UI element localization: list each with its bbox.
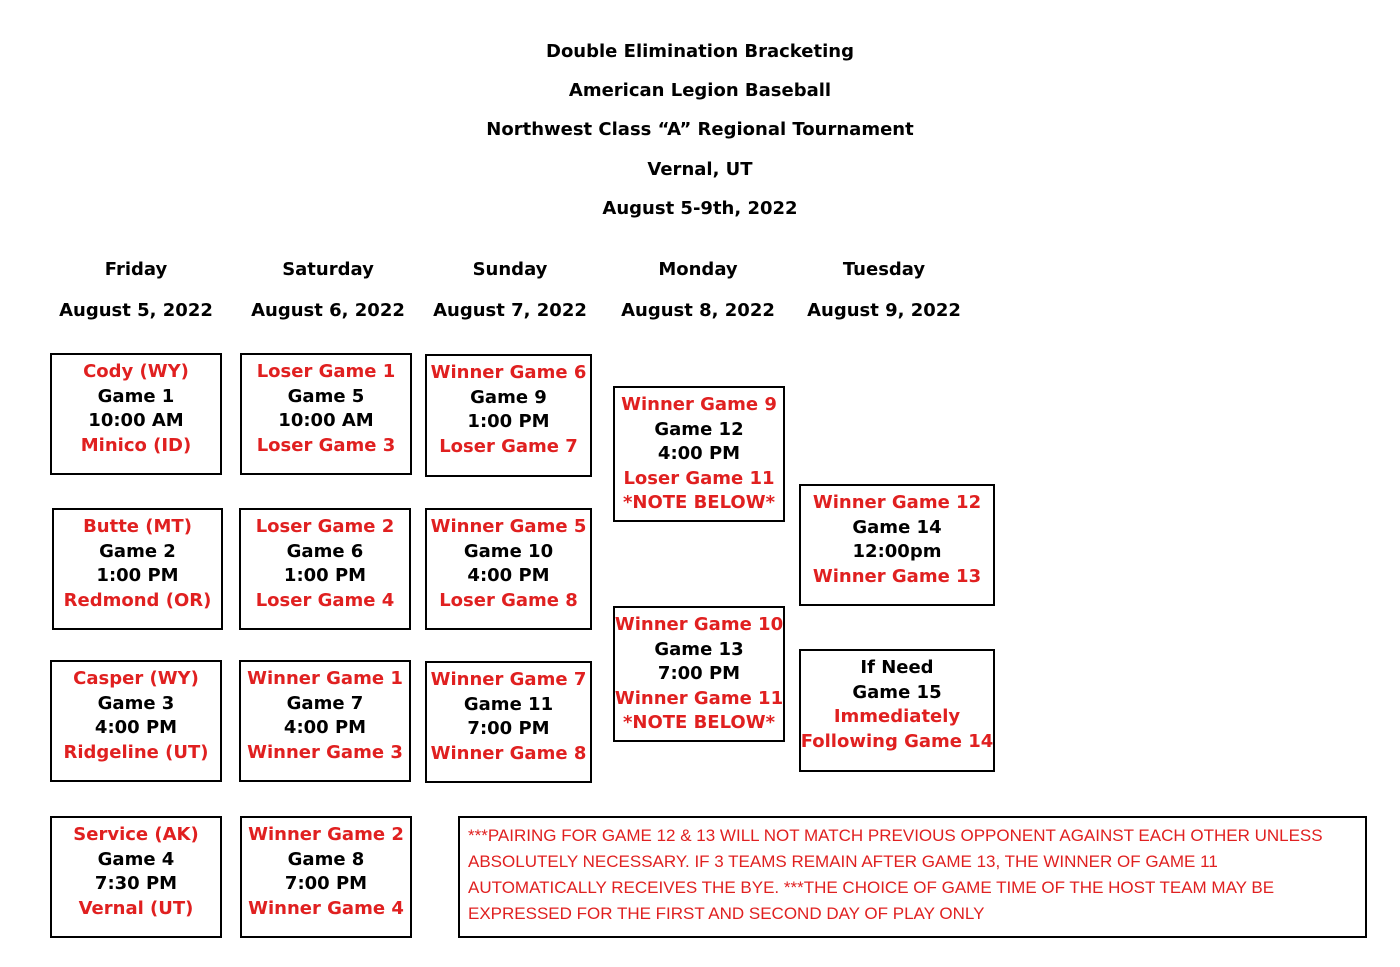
day-date-saturday: August 6, 2022 bbox=[251, 300, 405, 321]
game-box-8 bbox=[240, 816, 412, 938]
game-time: 10:00 AM bbox=[278, 410, 374, 431]
game-time: 4:00 PM bbox=[467, 565, 550, 586]
game-time: 7:00 PM bbox=[284, 873, 368, 894]
game-box-11 bbox=[425, 661, 592, 783]
day-name-sunday: Sunday bbox=[472, 259, 548, 280]
game-box-3 bbox=[50, 660, 222, 782]
league-name: American Legion Baseball bbox=[568, 80, 832, 101]
game-time: 1:00 PM bbox=[467, 411, 550, 432]
game-team-bottom: Winner Game 8 bbox=[430, 742, 587, 764]
day-name-friday: Friday bbox=[104, 259, 168, 280]
game-number: Game 14 bbox=[852, 516, 942, 538]
game-number: Game 1 bbox=[97, 385, 175, 407]
game-box-9 bbox=[425, 354, 592, 477]
game-box-6 bbox=[239, 508, 411, 630]
game-note-flag: *NOTE BELOW* bbox=[622, 712, 776, 733]
location: Vernal, UT bbox=[647, 159, 753, 180]
note-line: ABSOLUTELY NECESSARY. IF 3 TEAMS REMAIN AFTER GAME 13, THE WINNER OF GAME 11 bbox=[468, 852, 1218, 871]
game-box-15 bbox=[799, 649, 995, 772]
game-number: Game 2 bbox=[99, 540, 176, 562]
game-number: Game 11 bbox=[463, 693, 554, 715]
game-time: 4:00 PM bbox=[657, 443, 741, 464]
game-box-14 bbox=[799, 484, 995, 606]
note-line: AUTOMATICALLY RECEIVES THE BYE. ***THE CHOICE OF GAME TIME OF THE HOST TEAM MAY BE bbox=[468, 878, 1275, 897]
game-team-top: Loser Game 2 bbox=[255, 516, 395, 537]
game-number: Game 7 bbox=[286, 692, 364, 714]
note-line: ***PAIRING FOR GAME 12 & 13 WILL NOT MATCH PREVIOUS OPPONENT AGAINST EACH OTHER UNLESS bbox=[468, 826, 1323, 845]
game-team-top: Casper (WY) bbox=[73, 668, 199, 689]
game-time: 10:00 AM bbox=[88, 410, 184, 431]
day-name-saturday: Saturday bbox=[282, 259, 374, 280]
game-box-10 bbox=[425, 508, 592, 630]
game-team-top: Winner Game 7 bbox=[430, 669, 587, 690]
game-number: Game 15 bbox=[852, 681, 942, 703]
game-note-flag: *NOTE BELOW* bbox=[622, 492, 776, 513]
game-team-top: Winner Game 5 bbox=[430, 516, 587, 537]
day-name-tuesday: Tuesday bbox=[842, 259, 926, 280]
game-team-top: Loser Game 1 bbox=[256, 361, 396, 382]
game-number: Game 6 bbox=[286, 540, 364, 562]
game-team-bottom: Loser Game 4 bbox=[255, 589, 395, 611]
game-time: 4:00 PM bbox=[94, 717, 178, 738]
game-team-top: Winner Game 1 bbox=[247, 668, 403, 689]
game-team-bottom: Loser Game 11 bbox=[623, 467, 775, 489]
day-date-sunday: August 7, 2022 bbox=[433, 300, 587, 321]
game-team-bottom: Winner Game 11 bbox=[614, 687, 784, 709]
game-team-bottom: Redmond (OR) bbox=[63, 589, 212, 611]
game-team-bottom: Winner Game 4 bbox=[248, 897, 404, 919]
game-team-top: Winner Game 9 bbox=[621, 394, 777, 415]
game-team-top: Winner Game 10 bbox=[614, 614, 784, 635]
game-time: Immediately bbox=[833, 706, 961, 727]
game-box-7 bbox=[239, 660, 411, 782]
game-time: 12:00pm bbox=[852, 541, 942, 562]
game-team-bottom: Winner Game 13 bbox=[812, 565, 982, 587]
game-box-2 bbox=[52, 508, 223, 630]
game-condition: If Need bbox=[860, 657, 934, 678]
game-number: Game 9 bbox=[470, 386, 547, 408]
game-team-bottom: Minico (ID) bbox=[80, 434, 192, 456]
game-team-bottom: Loser Game 3 bbox=[256, 434, 396, 456]
day-date-friday: August 5, 2022 bbox=[59, 300, 213, 321]
day-date-tuesday: August 9, 2022 bbox=[807, 300, 961, 321]
game-team-top: Cody (WY) bbox=[83, 361, 189, 382]
note-line: EXPRESSED FOR THE FIRST AND SECOND DAY OF PLAY ONLY bbox=[468, 904, 985, 923]
game-team-bottom: Vernal (UT) bbox=[78, 897, 194, 919]
game-number: Game 4 bbox=[97, 848, 175, 870]
game-number: Game 3 bbox=[97, 692, 175, 714]
game-number: Game 13 bbox=[654, 638, 744, 660]
game-time: 4:00 PM bbox=[283, 717, 367, 738]
game-box-5 bbox=[240, 353, 412, 475]
game-number: Game 10 bbox=[463, 540, 554, 562]
bracket-title: Double Elimination Bracketing bbox=[546, 41, 854, 62]
game-box-12 bbox=[613, 386, 785, 522]
game-time-detail: Following Game 14 bbox=[800, 730, 994, 752]
game-team-top: Service (AK) bbox=[73, 824, 199, 845]
pairing-note bbox=[458, 816, 1367, 938]
game-box-1 bbox=[50, 353, 222, 475]
game-team-bottom: Winner Game 3 bbox=[247, 741, 403, 763]
game-number: Game 12 bbox=[654, 418, 744, 440]
game-team-top: Winner Game 2 bbox=[248, 824, 404, 845]
game-time: 7:00 PM bbox=[467, 718, 550, 739]
game-box-4 bbox=[50, 816, 222, 938]
game-team-top: Winner Game 12 bbox=[812, 492, 982, 513]
game-team-bottom: Ridgeline (UT) bbox=[63, 741, 209, 763]
game-time: 1:00 PM bbox=[96, 565, 179, 586]
game-team-bottom: Loser Game 8 bbox=[439, 589, 578, 611]
day-name-monday: Monday bbox=[658, 259, 738, 280]
game-number: Game 8 bbox=[287, 848, 365, 870]
game-time: 7:00 PM bbox=[657, 663, 741, 684]
tournament-name: Northwest Class “A” Regional Tournament bbox=[486, 119, 914, 140]
game-time: 1:00 PM bbox=[283, 565, 367, 586]
game-box-13 bbox=[613, 606, 785, 742]
tournament-dates: August 5-9th, 2022 bbox=[602, 198, 798, 219]
game-team-bottom: Loser Game 7 bbox=[439, 435, 578, 457]
game-time: 7:30 PM bbox=[94, 873, 178, 894]
day-date-monday: August 8, 2022 bbox=[621, 300, 775, 321]
game-number: Game 5 bbox=[287, 385, 365, 407]
game-team-top: Butte (MT) bbox=[83, 516, 192, 537]
game-team-top: Winner Game 6 bbox=[430, 362, 587, 383]
